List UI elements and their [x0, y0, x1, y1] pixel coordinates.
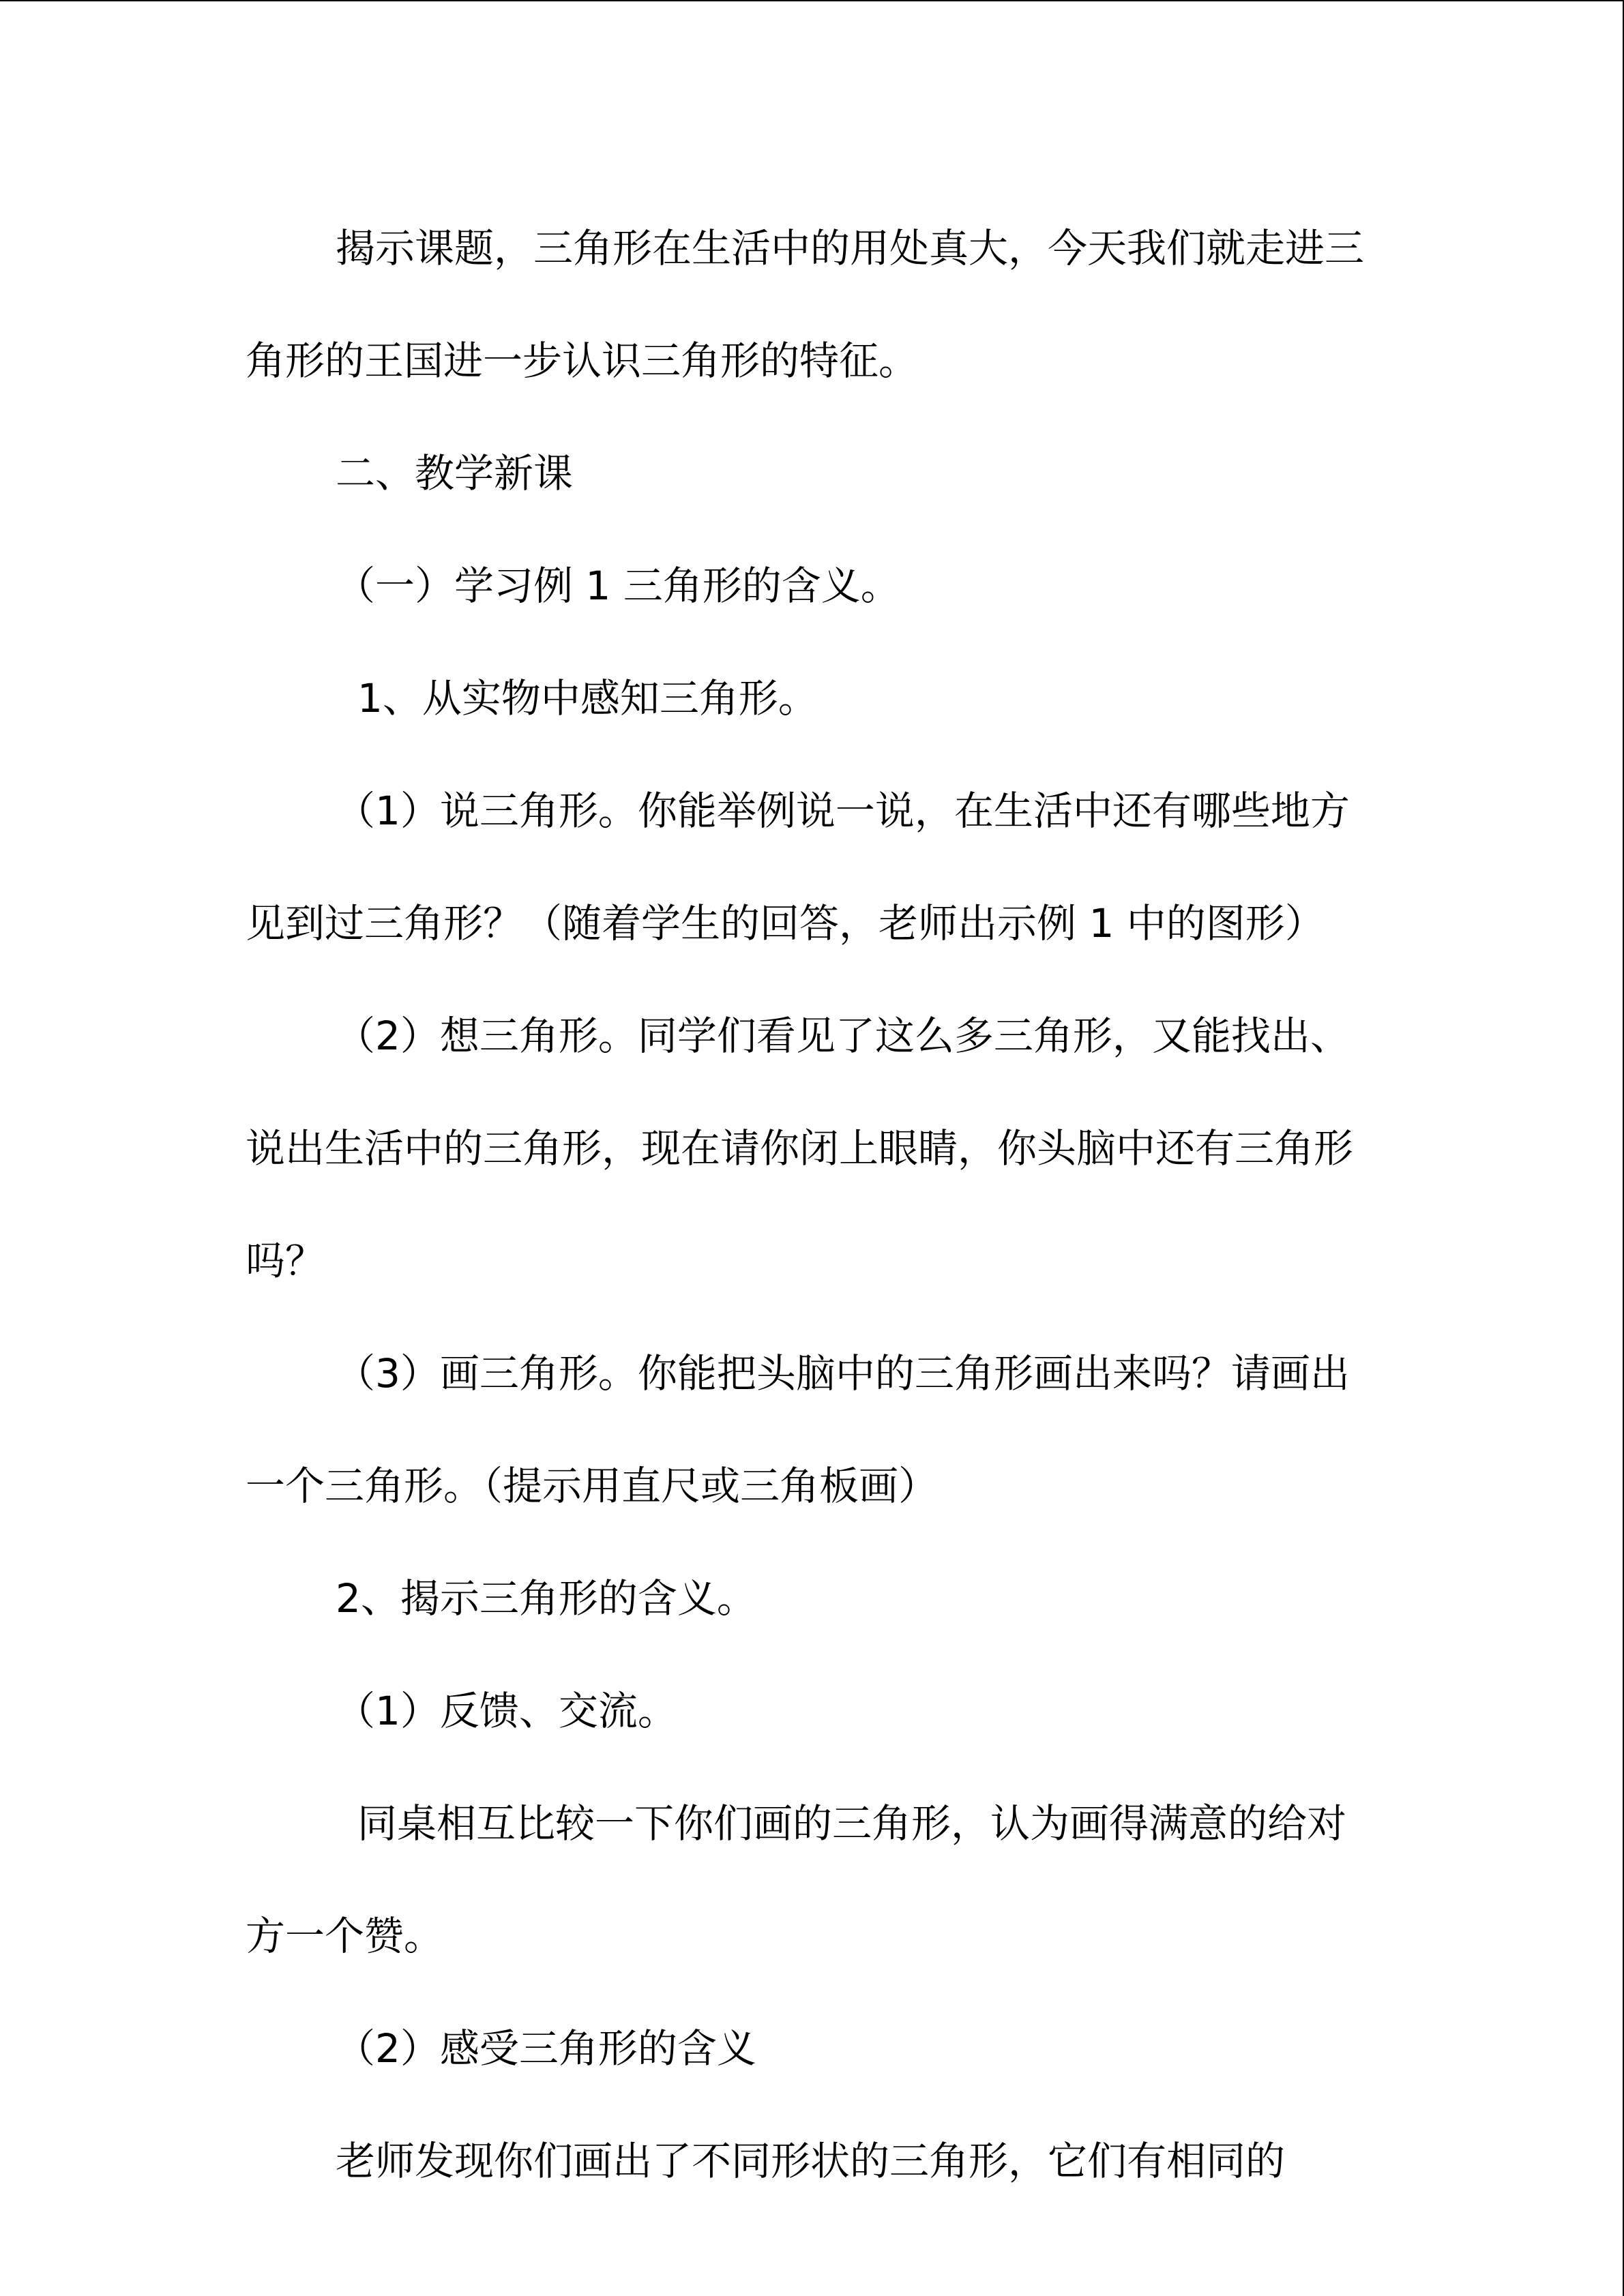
heading-reveal-meaning: 2、揭示三角形的含义。	[336, 1575, 756, 1622]
heading-example-1: （一）学习例 1 三角形的含义。	[336, 563, 900, 609]
paragraph-draw-triangle: （3）画三角形。你能把头脑中的三角形画出来吗？请画出一个三角形。（提示用直尺或三角板画）	[246, 1350, 1350, 1509]
heading-feel-meaning: （2）感受三角形的含义	[336, 2025, 756, 2072]
paragraph-think-triangle: （2）想三角形。同学们看见了这么多三角形，又能找出、说出生活中的三角形，现在请你闭上眼睛，你头脑中还有三角形吗？	[246, 1013, 1354, 1284]
paragraph-say-triangle: （1）说三角形。你能举例说一说，在生活中还有哪些地方见到过三角形？（随着学生的回答，老师出示例 1 中的图形）	[246, 788, 1350, 946]
document-body	[246, 192, 1381, 2218]
paragraph-desk-mates: 同桌相互比较一下你们画的三角形，认为画得满意的给对方一个赞。	[246, 1800, 1347, 1959]
paragraph-teacher-found: 老师发现你们画出了不同形状的三角形，它们有相同的	[336, 2138, 1286, 2184]
heading-new-lesson: 二、教学新课	[336, 450, 574, 496]
heading-perceive-triangle: 1、从实物中感知三角形。	[357, 675, 818, 721]
heading-feedback: （1）反馈、交流。	[336, 1688, 677, 1734]
paragraph-intro: 揭示课题，三角形在生活中的用处真大，今天我们就走进三角形的王国进一步认识三角形的特征。	[246, 225, 1365, 384]
